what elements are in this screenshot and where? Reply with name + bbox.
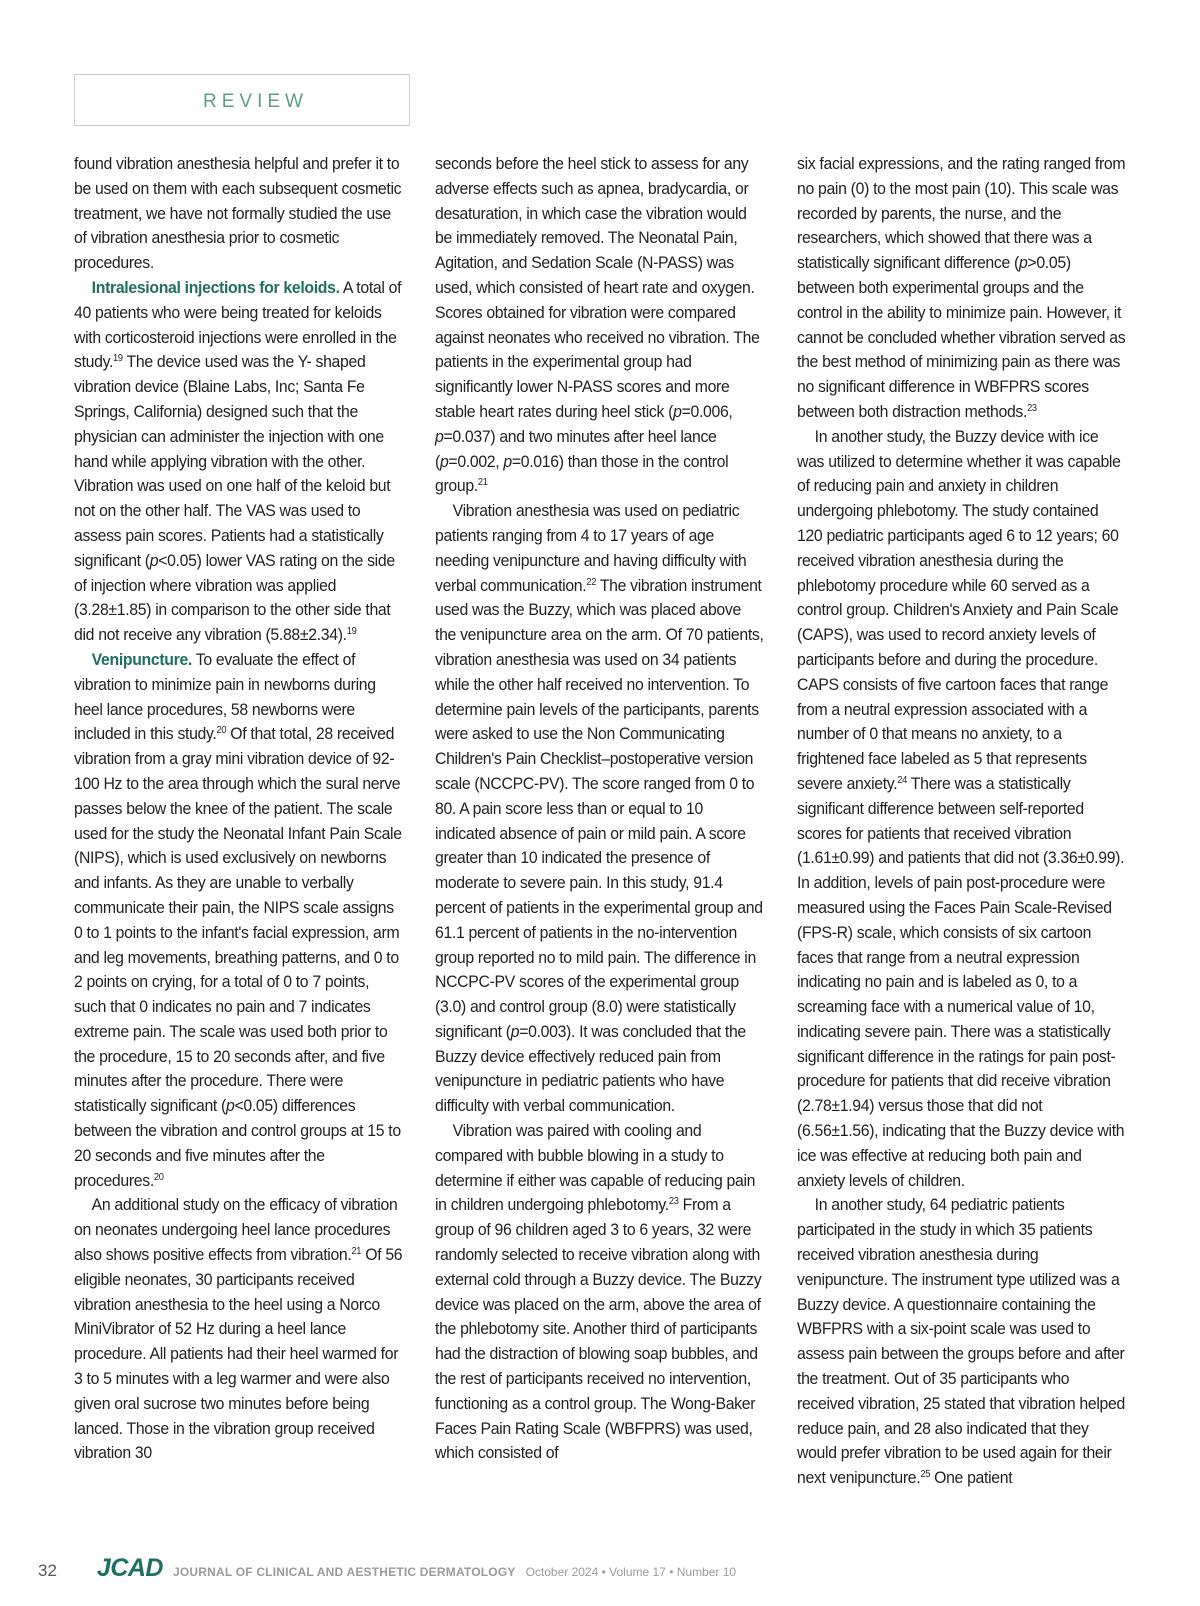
paragraph	[797, 152, 1126, 425]
issue-info: October 2024 • Volume 17 • Number 10	[525, 1565, 737, 1579]
paragraph-text: seconds before the heel stick to assess for any adverse effects such as apnea, bradycardia, or desaturation, in which case the vibration would be immediately removed. The Neonatal Pain, Agitation, and Sedation Scale (N-PASS) was used, which consisted of heart rate and oxygen. Scores obtained for vibration were compared against neonates who received no vibration. The patients in the experimental group had significantly lower N-PASS scores and more stable heart rates during heel stick (p=0.006, p=0.037) and two minutes after heel lance (p=0.002, p=0.016) than those in the control group.$^{21}$	[435, 154, 760, 496]
text-column-1	[74, 152, 403, 1466]
paragraph-text: An additional study on the efficacy of vibration on neonates undergoing heel lance procedures also shows positive effects from vibration.$^{21}$ Of 56 eligible neonates, 30 participants received vibration anesthesia to the heel using a Norco MiniVibrator of 52 Hz during a heel lance procedure. All patients had their heel warmed for 3 to 5 minutes with a leg warmer and were also given oral sucrose two minutes before being lanced. Those in the vibration group received vibration 30	[74, 1195, 403, 1463]
section-label: REVIEW	[203, 91, 308, 112]
paragraph	[74, 1193, 403, 1466]
paragraph-text: In another study, the Buzzy device with ice was utilized to determine whether it was capable of reducing pain and anxiety in children undergoing phlebotomy. The study contained 120 pediatric participants aged 6 to 12 years; 60 received vibration anesthesia during the phlebotomy procedure while 60 served as a control group. Children's Anxiety and Pain Scale (CAPS), was used to record anxiety levels of participants before and during the procedure. CAPS consists of five cartoon faces that range from a neutral expression associated with a number of 0 that means no anxiety, to a frightened face labeled as 5 that represents severe anxiety.$^{24}$ There was a statistically significant difference between self-reported scores for patients that received vibration (1.61±0.99) and patients that did not (3.36±0.99). In addition, levels of pain post-procedure were measured using the Faces Pain Scale-Revised (FPS-R) scale, which consists of six cartoon faces that range from a neutral expression indicating no pain and is labeled as 0, to a screaming face with a numerical value of 10, indicating severe pain. There was a statistically significant difference in the ratings for pain post-procedure for patients that did receive vibration (2.78±1.94) versus those that did not (6.56±1.56), indicating that the Buzzy device with ice was effective at reducing both pain and anxiety levels of children.	[797, 426, 1125, 1190]
subheading: Intralesional injections for keloids.	[91, 277, 340, 297]
paragraph	[435, 152, 764, 499]
paragraph	[435, 1119, 764, 1466]
paragraph-text: six facial expressions, and the rating ranged from no pain (0) to the most pain (10). This scale was recorded by parents, the nurse, and the researchers, which showed that there was a statistically significant difference (p>0.05) between both experimental groups and the control in the ability to minimize pain. However, it cannot be concluded whether vibration served as the best method of minimizing pain as there was no significant difference in WBFPRS scores between both distraction methods.$^{23}$	[797, 154, 1126, 421]
paragraph	[74, 152, 403, 276]
journal-logo: JCAD	[96, 1554, 163, 1582]
paragraph-text: In another study, 64 pediatric patients participated in the study in which 35 patients received vibration anesthesia during venipuncture. The instrument type utilized was a Buzzy device. A questionnaire containing the WBFPRS with a six-point scale was used to assess pain between the groups before and after the treatment. Out of 35 participants who received vibration, 25 stated that vibration helped reduce pain, and 28 also indicated that they would prefer vibration to be used again for their next venipuncture.$^{25}$ One patient	[797, 1195, 1125, 1488]
paragraph	[435, 499, 764, 1119]
page-number: 32	[38, 1561, 57, 1580]
text-column-3	[797, 152, 1126, 1491]
paragraph-text: Vibration anesthesia was used on pediatric patients ranging from 4 to 17 years of age needing venipuncture and having difficulty with verbal communication.$^{22}$ The vibration instrument used was the Buzzy, which was placed above the venipuncture area on the arm. Of 70 patients, vibration anesthesia was used on 34 patients while the other half received no intervention. To determine pain levels of the participants, parents were asked to use the Non Communicating Children's Pain Checklist–postoperative version scale (NCCPC-PV). The score ranged from 0 to 80. A pain score less than or equal to 10 indicated absence of pain or mild pain. A score greater than 10 indicated the presence of moderate to severe pain. In this study, 91.4 percent of patients in the experimental group and 61.1 percent of patients in the no-intervention group reported no to mild pain. The difference in NCCPC-PV scores of the experimental group (3.0) and control group (8.0) were statistically significant (p=0.003). It was concluded that the Buzzy device effectively reduced pain from venipuncture in pediatric patients who have difficulty with verbal communication.	[435, 501, 764, 1116]
paragraph-text: found vibration anesthesia helpful and prefer it to be used on them with each subsequent cosmetic treatment, we have not formally studied the use of vibration anesthesia prior to cosmetic procedures.	[74, 154, 402, 273]
paragraph-text: A total of 40 patients who were being treated for keloids with corticosteroid injections were enrolled in the study.$^{19}$ The device used was the Y- shaped vibration device (Blaine Labs, Inc; Santa Fe Springs, California) designed such that the physician can administer the injection with one hand while applying vibration with the other. Vibration was used on one half of the keloid but not on the other half. The VAS was used to assess pain scores. Patients had a statistically significant (p<0.05) lower VAS rating on the side of injection where vibration was applied (3.28±1.85) in comparison to the other side that did not receive any vibration (5.88±2.34).$^{19}$	[74, 277, 402, 645]
paragraph-text: To evaluate the effect of vibration to minimize pain in newborns during heel lance procedures, 58 newborns were included in this study.$^{20}$ Of that total, 28 received vibration from a gray mini vibration device of 92-100 Hz to the area through which the sural nerve passes below the knee of the patient. The scale used for the study the Neonatal Infant Pain Scale (NIPS), which is used exclusively on newborns and infants. As they are unable to verbally communicate their pain, the NIPS scale assigns 0 to 1 points to the infant's facial expression, arm and leg movements, breathing patterns, and 0 to 2 points on crying, for a total of 0 to 7 points, such that 0 indicates no pain and 7 indicates extreme pain. The scale was used both prior to the procedure, 15 to 20 seconds after, and five minutes after the procedure. There were statistically significant (p<0.05) differences between the vibration and control groups at 15 to 20 seconds and five minutes after the procedures.$^{20}$	[74, 649, 402, 1190]
page-footer	[38, 1554, 736, 1583]
text-column-2	[435, 152, 764, 1466]
paragraph	[74, 648, 403, 1194]
journal-name: JOURNAL OF CLINICAL AND AESTHETIC DERMATOLOGY	[173, 1565, 516, 1579]
section-header	[74, 74, 410, 126]
paragraph	[797, 425, 1126, 1194]
subheading: Venipuncture.	[91, 649, 192, 669]
paragraph	[797, 1193, 1126, 1491]
paragraph-text: Vibration was paired with cooling and compared with bubble blowing in a study to determine if either was capable of reducing pain in children undergoing phlebotomy.$^{23}$ From a group of 96 children aged 3 to 6 years, 32 were randomly selected to receive vibration along with external cold through a Buzzy device. The Buzzy device was placed on the arm, above the area of the phlebotomy site. Another third of participants had the distraction of blowing soap bubbles, and the rest of participants received no intervention, functioning as a control group. The Wong-Baker Faces Pain Rating Scale (WBFPRS) was used, which consisted of	[435, 1121, 762, 1463]
paragraph	[74, 276, 403, 648]
